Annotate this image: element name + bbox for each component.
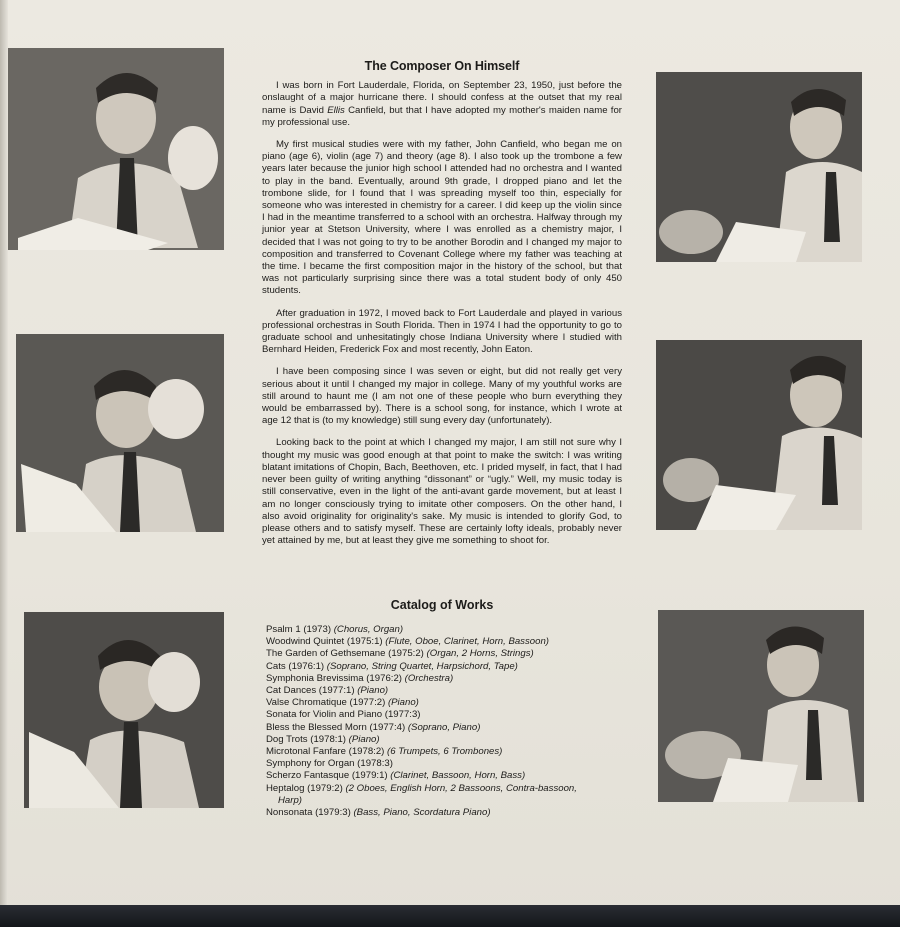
essay-paragraph-5: Looking back to the point at which I changed my major, I am still not sure why I thought my music was good enough at that point to make the switch: I was writing blatant imitations of Chopin, Bach, Beethoven, etc. I prided myself, in fact, that I had never been guilty of writing anything “dissonant” or “ugly.” Well, my music today is still conservative, even in the light of the anti-avant garde movement, but at least I am no longer consciously trying to imitate other composers. On the other hand, I also avoid originality for originality's sake. My music is intended to glorify God, to please others and to satisfy myself. These are certainly lofty ideals, probably never yet attained by me, but at least they give me something to shoot for. bbox=[262, 437, 622, 547]
work-instrumentation: (Orchestra) bbox=[404, 672, 454, 684]
work-name: Sonata for Violin and Piano (1977:3) bbox=[266, 709, 421, 721]
essay-column bbox=[262, 60, 622, 557]
work-item bbox=[266, 734, 626, 746]
work-name: Dog Trots (1978:1) bbox=[266, 733, 349, 745]
work-instrumentation: (Chorus, Organ) bbox=[333, 624, 404, 635]
work-instrumentation: (Bass, Piano, Scordatura Piano) bbox=[353, 807, 491, 819]
photo-composer-with-cat-2 bbox=[16, 334, 224, 532]
work-instrumentation: (Soprano, String Quartet, Harpsichord, Tape) bbox=[326, 660, 518, 672]
work-item bbox=[266, 697, 626, 709]
work-name: Nonsonata (1979:3) bbox=[266, 807, 354, 819]
work-item bbox=[266, 648, 626, 660]
essay-paragraph-1-part-b: Canfield, but that I have adopted my mother's maiden name for my professional use. bbox=[262, 104, 623, 128]
work-item bbox=[266, 807, 626, 819]
essay-paragraph-2: My first musical studies were with my father, John Canfield, who began me on piano (age 6), violin (age 7) and theory (age 8). I also took up the trombone a few years later because the junior high school I attended had no orchestra and I wanted to play in the band. Eventually, around 9th grade, I dropped piano and let the trombone slide, for I found that I was spreading myself too thin, especially for someone who was interested in chemistry for a career. I did keep up the violin since I had in the meantime transferred to a school with an orchestra. Halfway through my junior year at Stetson University, where I was enrolled as a chemistry major, I decided that I was not going to try to be another Borodin and I changed my major to composition and transferred to Covenant College where my father was teaching at the time. I became the first composition major in the history of the school, but that was not particularly surprising since there was a total student body of only 450 students. bbox=[262, 139, 622, 297]
work-item bbox=[266, 624, 626, 636]
work-item bbox=[266, 636, 626, 648]
photo-composer-writing-2 bbox=[656, 340, 862, 530]
work-item bbox=[266, 746, 626, 758]
work-name: Valse Chromatique (1977:2) bbox=[266, 697, 388, 709]
photo-composer-with-cat-3 bbox=[24, 612, 224, 808]
catalog-list bbox=[266, 624, 626, 819]
photo-composer-with-cat-1 bbox=[8, 48, 224, 250]
work-item bbox=[266, 685, 626, 697]
work-item bbox=[266, 722, 626, 734]
work-instrumentation: (6 Trumpets, 6 Trombones) bbox=[387, 746, 503, 758]
photo-composer-writing-1 bbox=[656, 72, 862, 262]
work-instrumentation: (Flute, Oboe, Clarinet, Horn, Bassoon) bbox=[385, 636, 549, 648]
work-instrumentation: (Piano) bbox=[387, 697, 419, 709]
table-surface-edge bbox=[0, 905, 900, 927]
work-instrumentation: (Piano) bbox=[348, 733, 380, 745]
essay-title: The Composer On Himself bbox=[364, 59, 520, 73]
work-item bbox=[266, 783, 626, 795]
work-item bbox=[266, 673, 626, 685]
catalog-title: Catalog of Works bbox=[390, 598, 494, 612]
work-name: Scherzo Fantasque (1979:1) bbox=[266, 770, 391, 782]
work-item bbox=[266, 770, 626, 782]
work-instrumentation: (Clarinet, Bassoon, Horn, Bass) bbox=[390, 770, 526, 782]
work-name: Bless the Blessed Morn (1977:4) bbox=[266, 721, 408, 733]
work-name: Heptalog (1979:2) bbox=[266, 782, 346, 794]
work-item bbox=[266, 709, 626, 721]
work-instrumentation: (Organ, 2 Horns, Strings) bbox=[426, 648, 534, 660]
work-name: Microtonal Fanfare (1978:2) bbox=[266, 746, 388, 758]
work-item bbox=[266, 758, 626, 770]
essay-paragraph-1-emphasis: Ellis bbox=[327, 104, 345, 116]
work-name: The Garden of Gethsemane (1975:2) bbox=[266, 648, 427, 660]
work-name: Woodwind Quintet (1975:1) bbox=[266, 636, 386, 648]
essay-paragraph-3: After graduation in 1972, I moved back to Fort Lauderdale and played in various professional orchestras in South Florida. Then in 1974 I had the opportunity to go to graduate school and unhesitatingly chose Indiana University where I studied with Bernhard Heiden, Frederick Fox and most recently, John Eaton. bbox=[262, 307, 622, 356]
work-name: Psalm 1 (1973) bbox=[266, 624, 334, 635]
essay-paragraph-1 bbox=[262, 80, 622, 129]
work-instrumentation: (2 Oboes, English Horn, 2 Bassoons, Contra-bassoon, bbox=[345, 782, 577, 794]
work-item bbox=[266, 661, 626, 673]
work-name: Symphonia Brevissima (1976:2) bbox=[266, 672, 405, 684]
work-name: Cats (1976:1) bbox=[266, 660, 327, 672]
work-instrumentation: (Soprano, Piano) bbox=[407, 721, 481, 733]
work-instrumentation-continued: Harp) bbox=[278, 794, 302, 806]
essay-paragraph-1-part-a: I was born in Fort Lauderdale, Florida, on September 23, 1950, just before the onslaught of a major hurricane there. I should confess at the outset that my real name is David bbox=[262, 80, 622, 116]
work-name: Cat Dances (1977:1) bbox=[266, 685, 358, 697]
work-instrumentation: (Piano) bbox=[357, 685, 389, 697]
essay-paragraph-4: I have been composing since I was seven or eight, but did not really get very serious about it until I changed my major in college. Many of my youthful works are still around to haunt me (I am not one of these people who burn everything they would be embarrassed by). There is a school song, for instance, which I wrote at age 12 that is (to my knowledge) still sung every day (unfortunately). bbox=[262, 366, 622, 427]
work-name: Symphony for Organ (1978:3) bbox=[266, 758, 393, 770]
photo-composer-writing-3 bbox=[658, 610, 864, 802]
binding-shadow bbox=[0, 0, 8, 927]
